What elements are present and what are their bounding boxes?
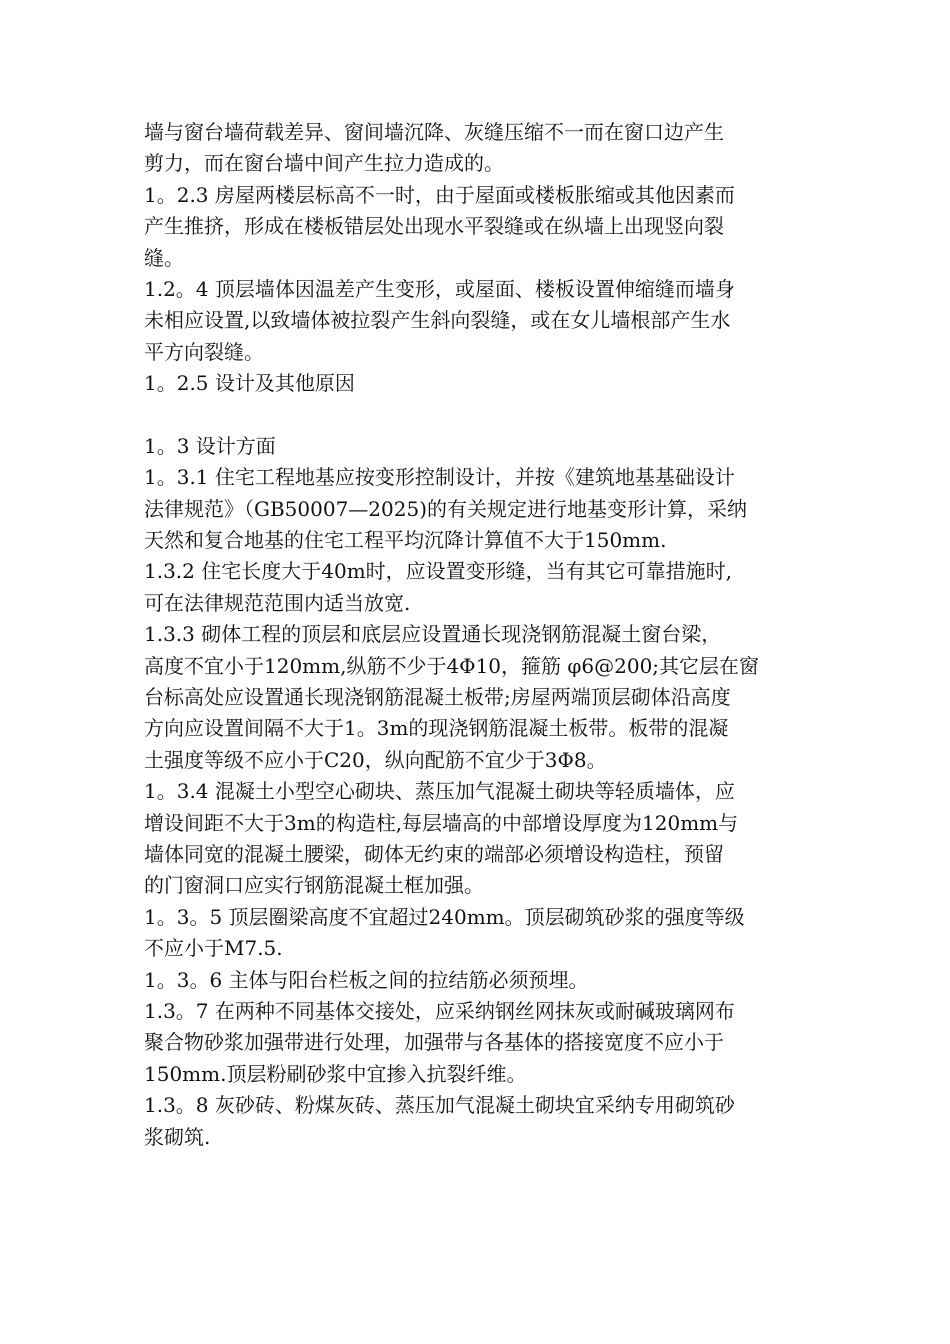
text-line: 平方向裂缝。 xyxy=(144,339,264,364)
text-line: 1.3。7 在两种不同基体交接处，应采纳钢丝网抹灰或耐碱玻璃网布 xyxy=(144,998,735,1023)
text-line: 1。3。6 主体与阳台栏板之间的拉结筋必须预埋。 xyxy=(144,967,589,992)
text-line: 土强度等级不应小于C20，纵向配筋不宜少于3Φ8。 xyxy=(144,747,607,772)
text-line: 剪力，而在窗台墙中间产生拉力造成的。 xyxy=(144,151,504,176)
text-line: 不应小于M7.5. xyxy=(144,936,283,961)
text-line: 方向应设置间隔不大于1。3m的现浇钢筋混凝土板带。板带的混凝 xyxy=(144,716,729,741)
document-body xyxy=(144,117,812,1153)
text-line: 缝。 xyxy=(144,245,184,270)
text-line: 未相应设置,以致墙体被拉裂产生斜向裂缝，或在女儿墙根部产生水 xyxy=(144,308,731,333)
text-line: 台标高处应设置通长现浇钢筋混凝土板带;房屋两端顶层砌体沿高度 xyxy=(144,685,731,710)
text-line: 1。2.3 房屋两楼层标高不一时，由于屋面或楼板胀缩或其他因素而 xyxy=(144,182,735,207)
text-line: 的门窗洞口应实行钢筋混凝土框加强。 xyxy=(144,873,484,898)
text-line: 产生推挤，形成在楼板错层处出现水平裂缝或在纵墙上出现竖向裂 xyxy=(144,214,724,239)
text-line: 1。3.4 混凝土小型空心砌块、蒸压加气混凝土砌块等轻质墙体，应 xyxy=(144,779,735,804)
text-line: 增设间距不大于3m的构造柱,每层墙高的中部增设厚度为120mm与 xyxy=(144,810,739,835)
text-line: 高度不宜小于120mm,纵筋不少于4Φ10，箍筋 φ6@200;其它层在窗 xyxy=(144,653,760,678)
section-heading: 1。3 设计方面 xyxy=(144,433,276,458)
text-line: 聚合物砂浆加强带进行处理，加强带与各基体的搭接宽度不应小于 xyxy=(144,1030,724,1055)
text-line: 墙与窗台墙荷载差异、窗间墙沉降、灰缝压缩不一而在窗口边产生 xyxy=(144,120,724,144)
text-line: 1。3。5 顶层圈梁高度不宜超过240mm。顶层砌筑砂浆的强度等级 xyxy=(144,904,745,929)
text-line: 1.3.2 住宅长度大于40m时，应设置变形缝，当有其它可靠措施时, xyxy=(144,559,733,584)
section-heading: 1。2.5 设计及其他原因 xyxy=(144,371,355,396)
text-line: 1.3.3 砌体工程的顶层和底层应设置通长现浇钢筋混凝土窗台梁， xyxy=(144,622,722,647)
blank-line xyxy=(144,400,812,431)
text-line: 1。3.1 住宅工程地基应按变形控制设计，并按《建筑地基基础设计 xyxy=(144,465,735,490)
text-line: 法律规范》（GB50007—2025)的有关规定进行地基变形计算，采纳 xyxy=(144,496,747,521)
text-line: 1.2。4 顶层墙体因温差产生变形，或屋面、楼板设置伸缩缝而墙身 xyxy=(144,276,735,301)
text-line: 1.3。8 灰砂砖、粉煤灰砖、蒸压加气混凝土砌块宜采纳专用砌筑砂 xyxy=(144,1093,735,1118)
text-line: 浆砌筑. xyxy=(144,1124,211,1149)
text-line: 可在法律规范范围内适当放宽. xyxy=(144,590,411,615)
text-line: 墙体同宽的混凝土腰梁，砌体无约束的端部必须增设构造柱，预留 xyxy=(144,841,724,866)
text-line: 天然和复合地基的住宅工程平均沉降计算值不大于150mm. xyxy=(144,528,667,553)
text-line: 150mm.顶层粉刷砂浆中宜掺入抗裂纤维。 xyxy=(144,1061,527,1086)
